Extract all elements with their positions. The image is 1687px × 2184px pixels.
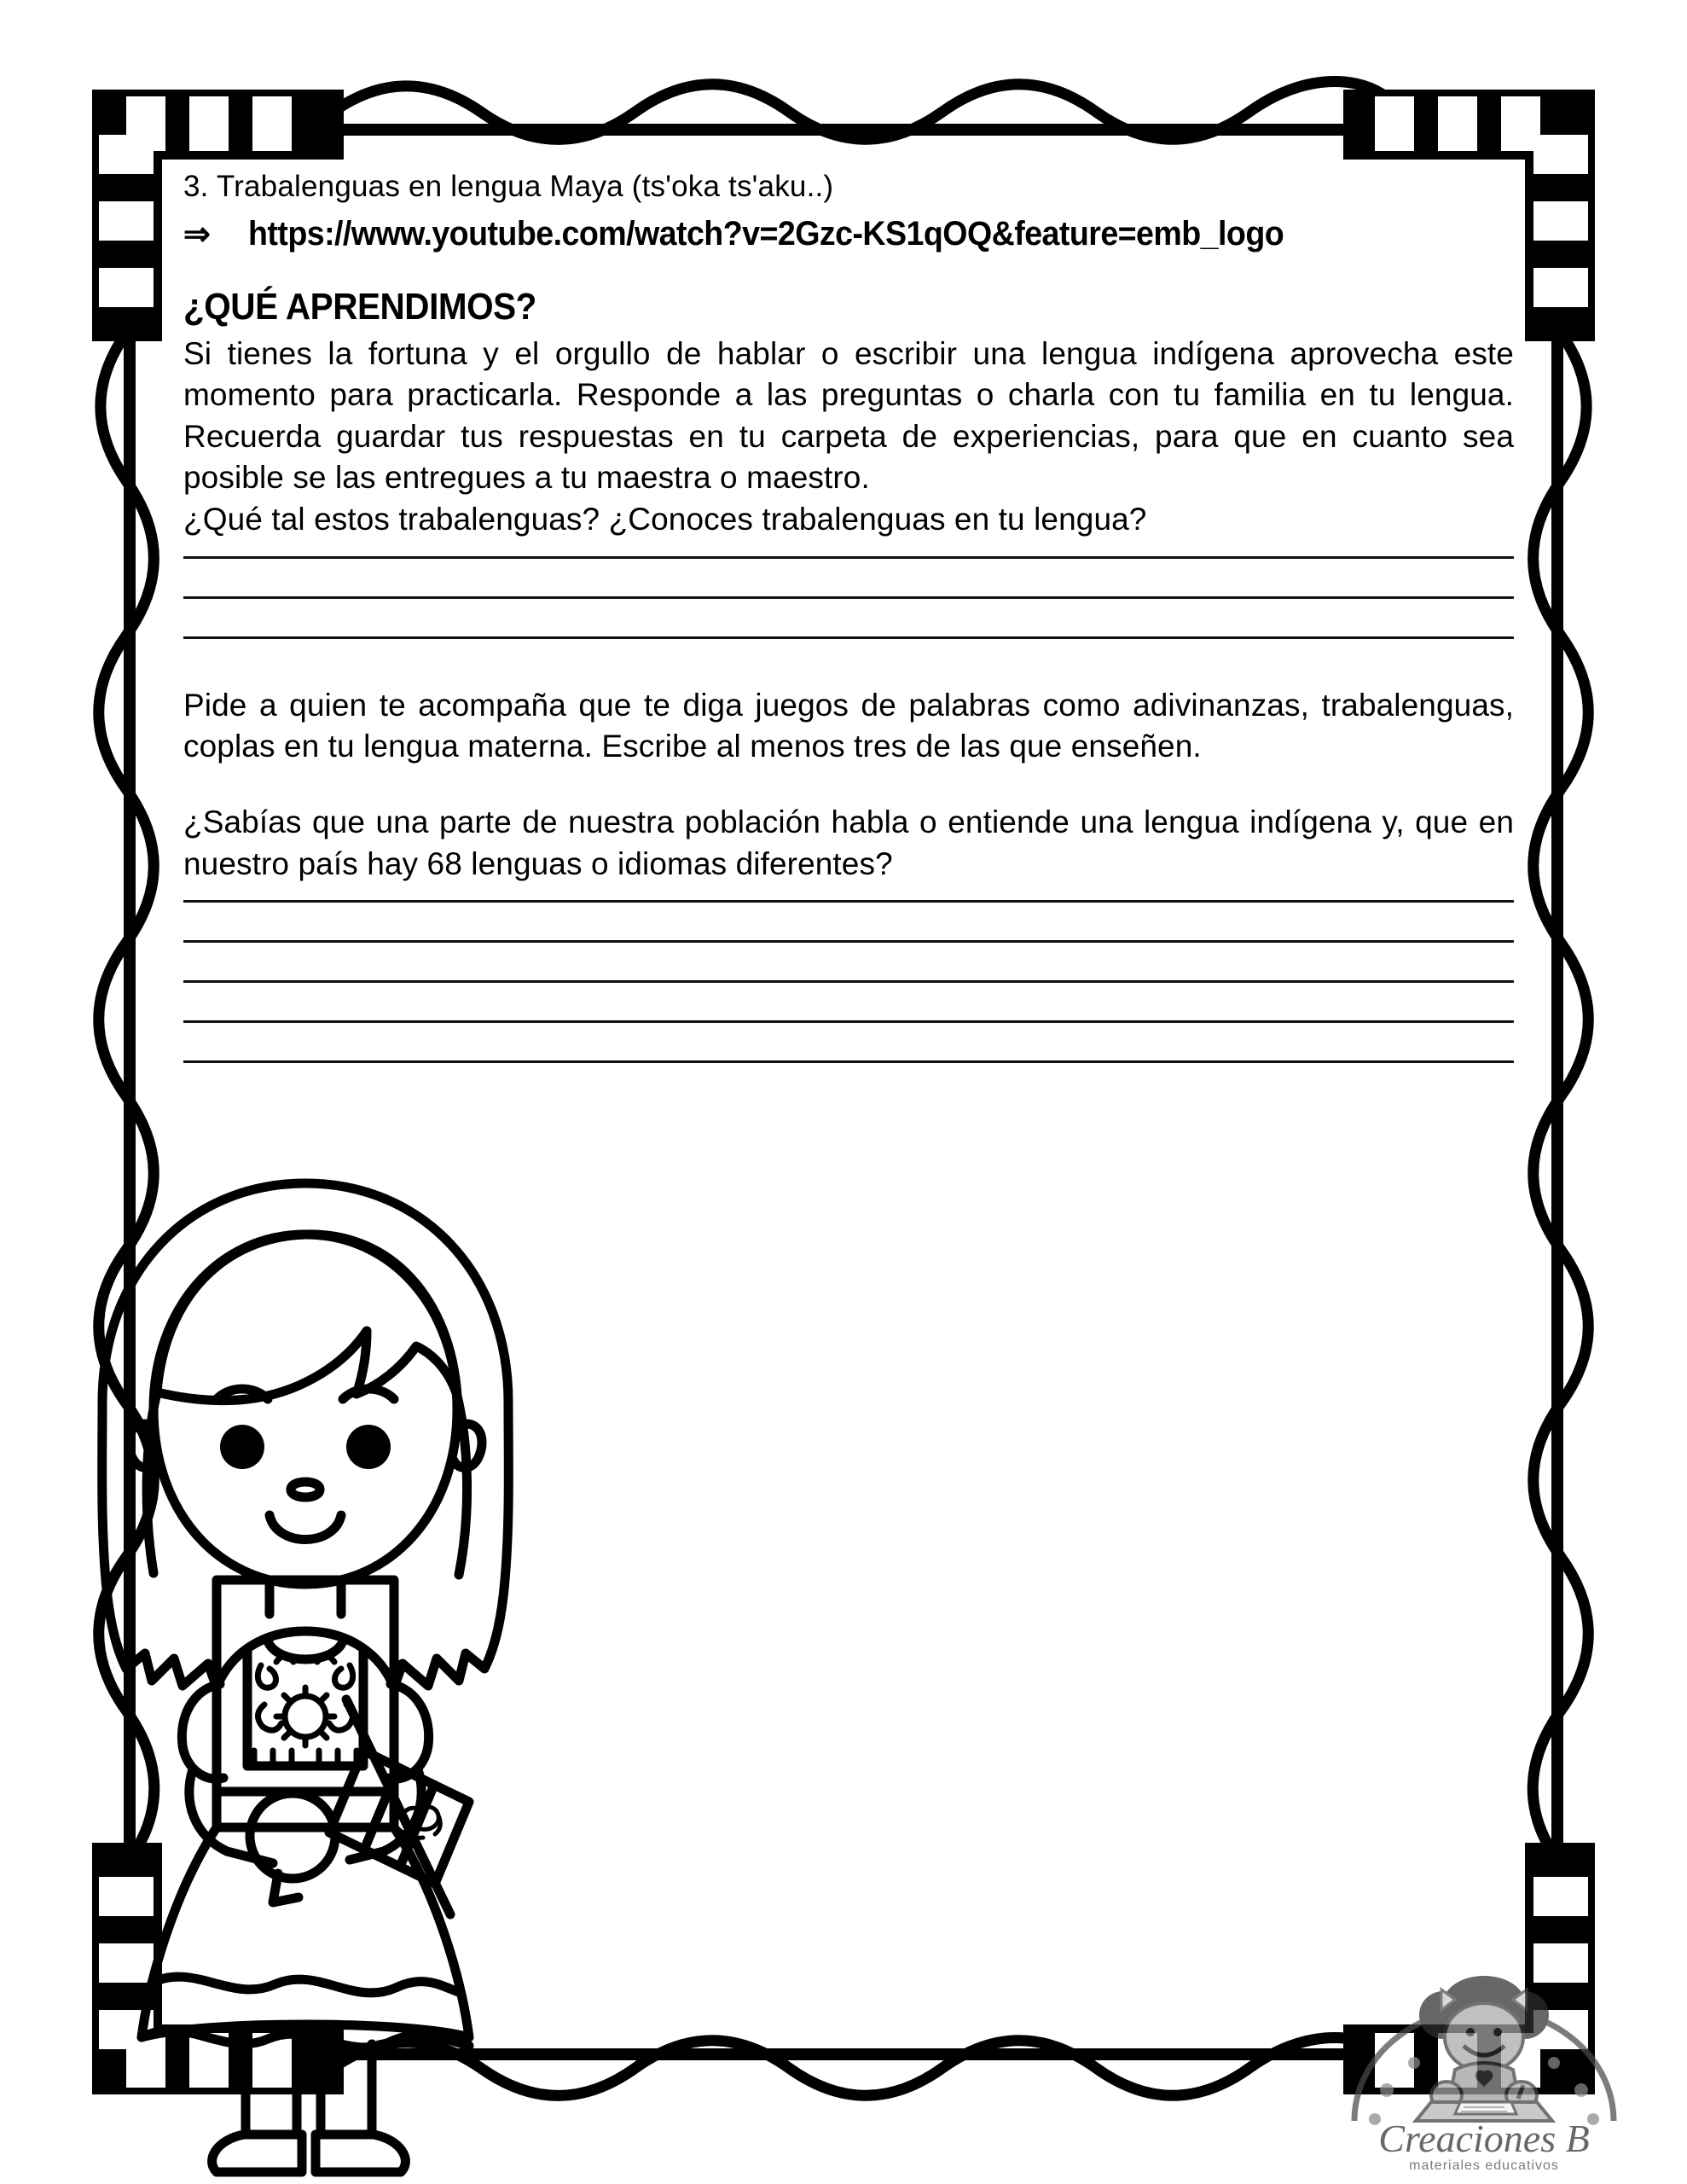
- answer-line[interactable]: [183, 1060, 1514, 1063]
- brand-watermark: [1313, 1962, 1655, 2175]
- spacer: [183, 768, 1514, 802]
- eyebrow-right: [343, 1389, 394, 1399]
- video-link-row[interactable]: [183, 215, 1514, 253]
- shoe-right: [316, 2135, 405, 2172]
- embroidery-motifs: [254, 1656, 357, 1763]
- hair-lock-left: [147, 1392, 157, 1573]
- double-arrow-icon: ⇒: [183, 216, 211, 253]
- spacer: [183, 639, 1514, 685]
- skirt-ruffle-bottom: [142, 2030, 469, 2048]
- question-2: ¿Sabías que una parte de nuestra población habla o entiende una lengua indígena y, que en nuestro país hay 68 lenguas o idiomas diferentes?: [183, 804, 1514, 881]
- answer-lines-block-1: [183, 556, 1514, 639]
- section-heading: ¿QUÉ APRENDIMOS?: [183, 285, 536, 328]
- skirt-ruffle-top: [152, 1977, 461, 1993]
- question-1: ¿Qué tal estos trabalenguas? ¿Conoces trabalenguas en tu lengua?: [183, 502, 1147, 537]
- instruction-paragraph-2: Pide a quien te acompaña que te diga juegos de palabras como adivinanzas, trabalenguas, coplas en tu lengua materna. Escribe al menos tres de las que enseñen.: [183, 687, 1514, 764]
- answer-lines-block-2: [183, 900, 1514, 1063]
- watermark-brand-text: Creaciones B: [1378, 2117, 1590, 2160]
- leg-right: [321, 2044, 372, 2135]
- girl-with-mexican-flag-illustration: [49, 1153, 561, 2184]
- wavy-edge-right: [1533, 328, 1588, 1860]
- answer-line[interactable]: [183, 900, 1514, 903]
- eye-left: [220, 1425, 264, 1469]
- answer-line[interactable]: [183, 1020, 1514, 1023]
- nose: [291, 1482, 320, 1497]
- watermark-tagline-text: materiales educativos: [1409, 2158, 1559, 2173]
- hair-fringe: [157, 1234, 457, 1401]
- worksheet-content: [183, 167, 1514, 1063]
- hair-back: [102, 1183, 509, 1687]
- answer-line[interactable]: [183, 940, 1514, 943]
- activity-item-line: 3. Trabalenguas en lengua Maya (ts'oka ts'aku..): [183, 170, 834, 203]
- shoe-left: [212, 2135, 302, 2172]
- belt-rosette: [250, 1793, 335, 1879]
- instruction-paragraph-1: Si tienes la fortuna y el orgullo de hablar o escribir una lengua indígena aprovecha este momento para practicarla. Responde a las preguntas o charla con tu familia en tu lengua. Recuerda guardar tus respuestas en tu carpeta de experiencias, para que en cuanto sea posible se las entregues a tu maestra o maestro.: [183, 335, 1514, 496]
- answer-line[interactable]: [183, 596, 1514, 599]
- answer-line[interactable]: [183, 556, 1514, 559]
- mouth: [270, 1515, 341, 1540]
- wavy-edge-top: [328, 81, 1382, 139]
- leg-left: [246, 2044, 297, 2135]
- eye-right: [346, 1425, 391, 1469]
- video-url-link[interactable]: https://www.youtube.com/watch?v=2Gzc-KS1qOQ&feature=emb_logo: [248, 214, 1284, 253]
- answer-line[interactable]: [183, 980, 1514, 983]
